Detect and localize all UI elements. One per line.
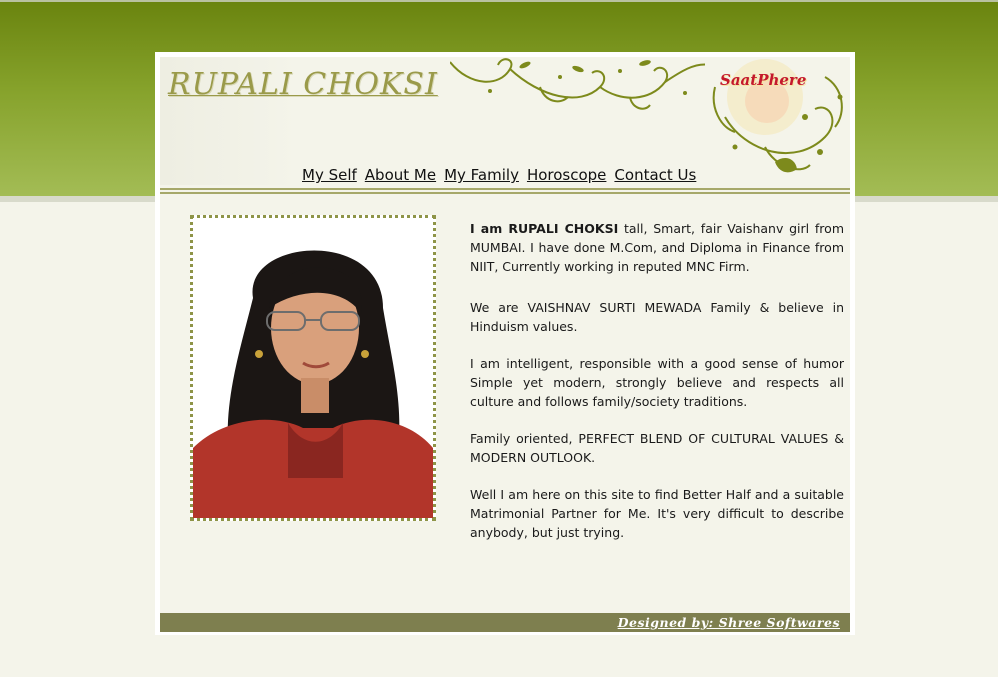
header-divider-top [160,188,850,190]
values-paragraph: Family oriented, PERFECT BLEND OF CULTURAL VALUES & MODERN OUTLOOK. [470,431,844,465]
page-inner [160,57,850,630]
floral-swirl-ornament [450,57,710,117]
profile-photo [190,215,436,521]
nav-horoscope[interactable]: Horoscope [526,166,607,184]
logo-text: SaatPhere [720,71,807,89]
nav-contact-us[interactable]: Contact Us [614,166,697,184]
profile-photo-illustration [193,218,433,518]
main-nav [302,166,696,188]
header [160,57,850,185]
site-title: RUPALI CHOKSI [168,67,438,102]
header-divider-bottom [160,192,850,194]
designer-credit-link[interactable]: Designed by: Shree Softwares [617,615,840,630]
nav-my-self[interactable]: My Self [302,166,357,184]
footer-bar [160,613,850,632]
nav-my-family[interactable]: My Family [444,166,519,184]
about-content [470,219,844,560]
purpose-paragraph: Well I am here on this site to find Better Half and a suitable Matrimonial Partner for Me. It's very difficult to describe anybody, but just trying. [470,487,844,540]
intro-paragraph [470,219,844,276]
family-paragraph: We are VAISHNAV SURTI MEWADA Family & believe in Hinduism values. [470,300,844,334]
intro-text: tall, Smart, fair Vaishanv girl from MUMBAI. I have done M.Com, and Diploma in Finance from NIIT, Currently working in reputed MNC Firm. [470,221,844,274]
page-container [155,52,855,635]
nav-about-me[interactable]: About Me [364,166,437,184]
intro-name: I am RUPALI CHOKSI [470,221,619,236]
personality-paragraph: I am intelligent, responsible with a good sense of humor Simple yet modern, strongly believe and respects all culture and follows family/society traditions. [470,356,844,409]
